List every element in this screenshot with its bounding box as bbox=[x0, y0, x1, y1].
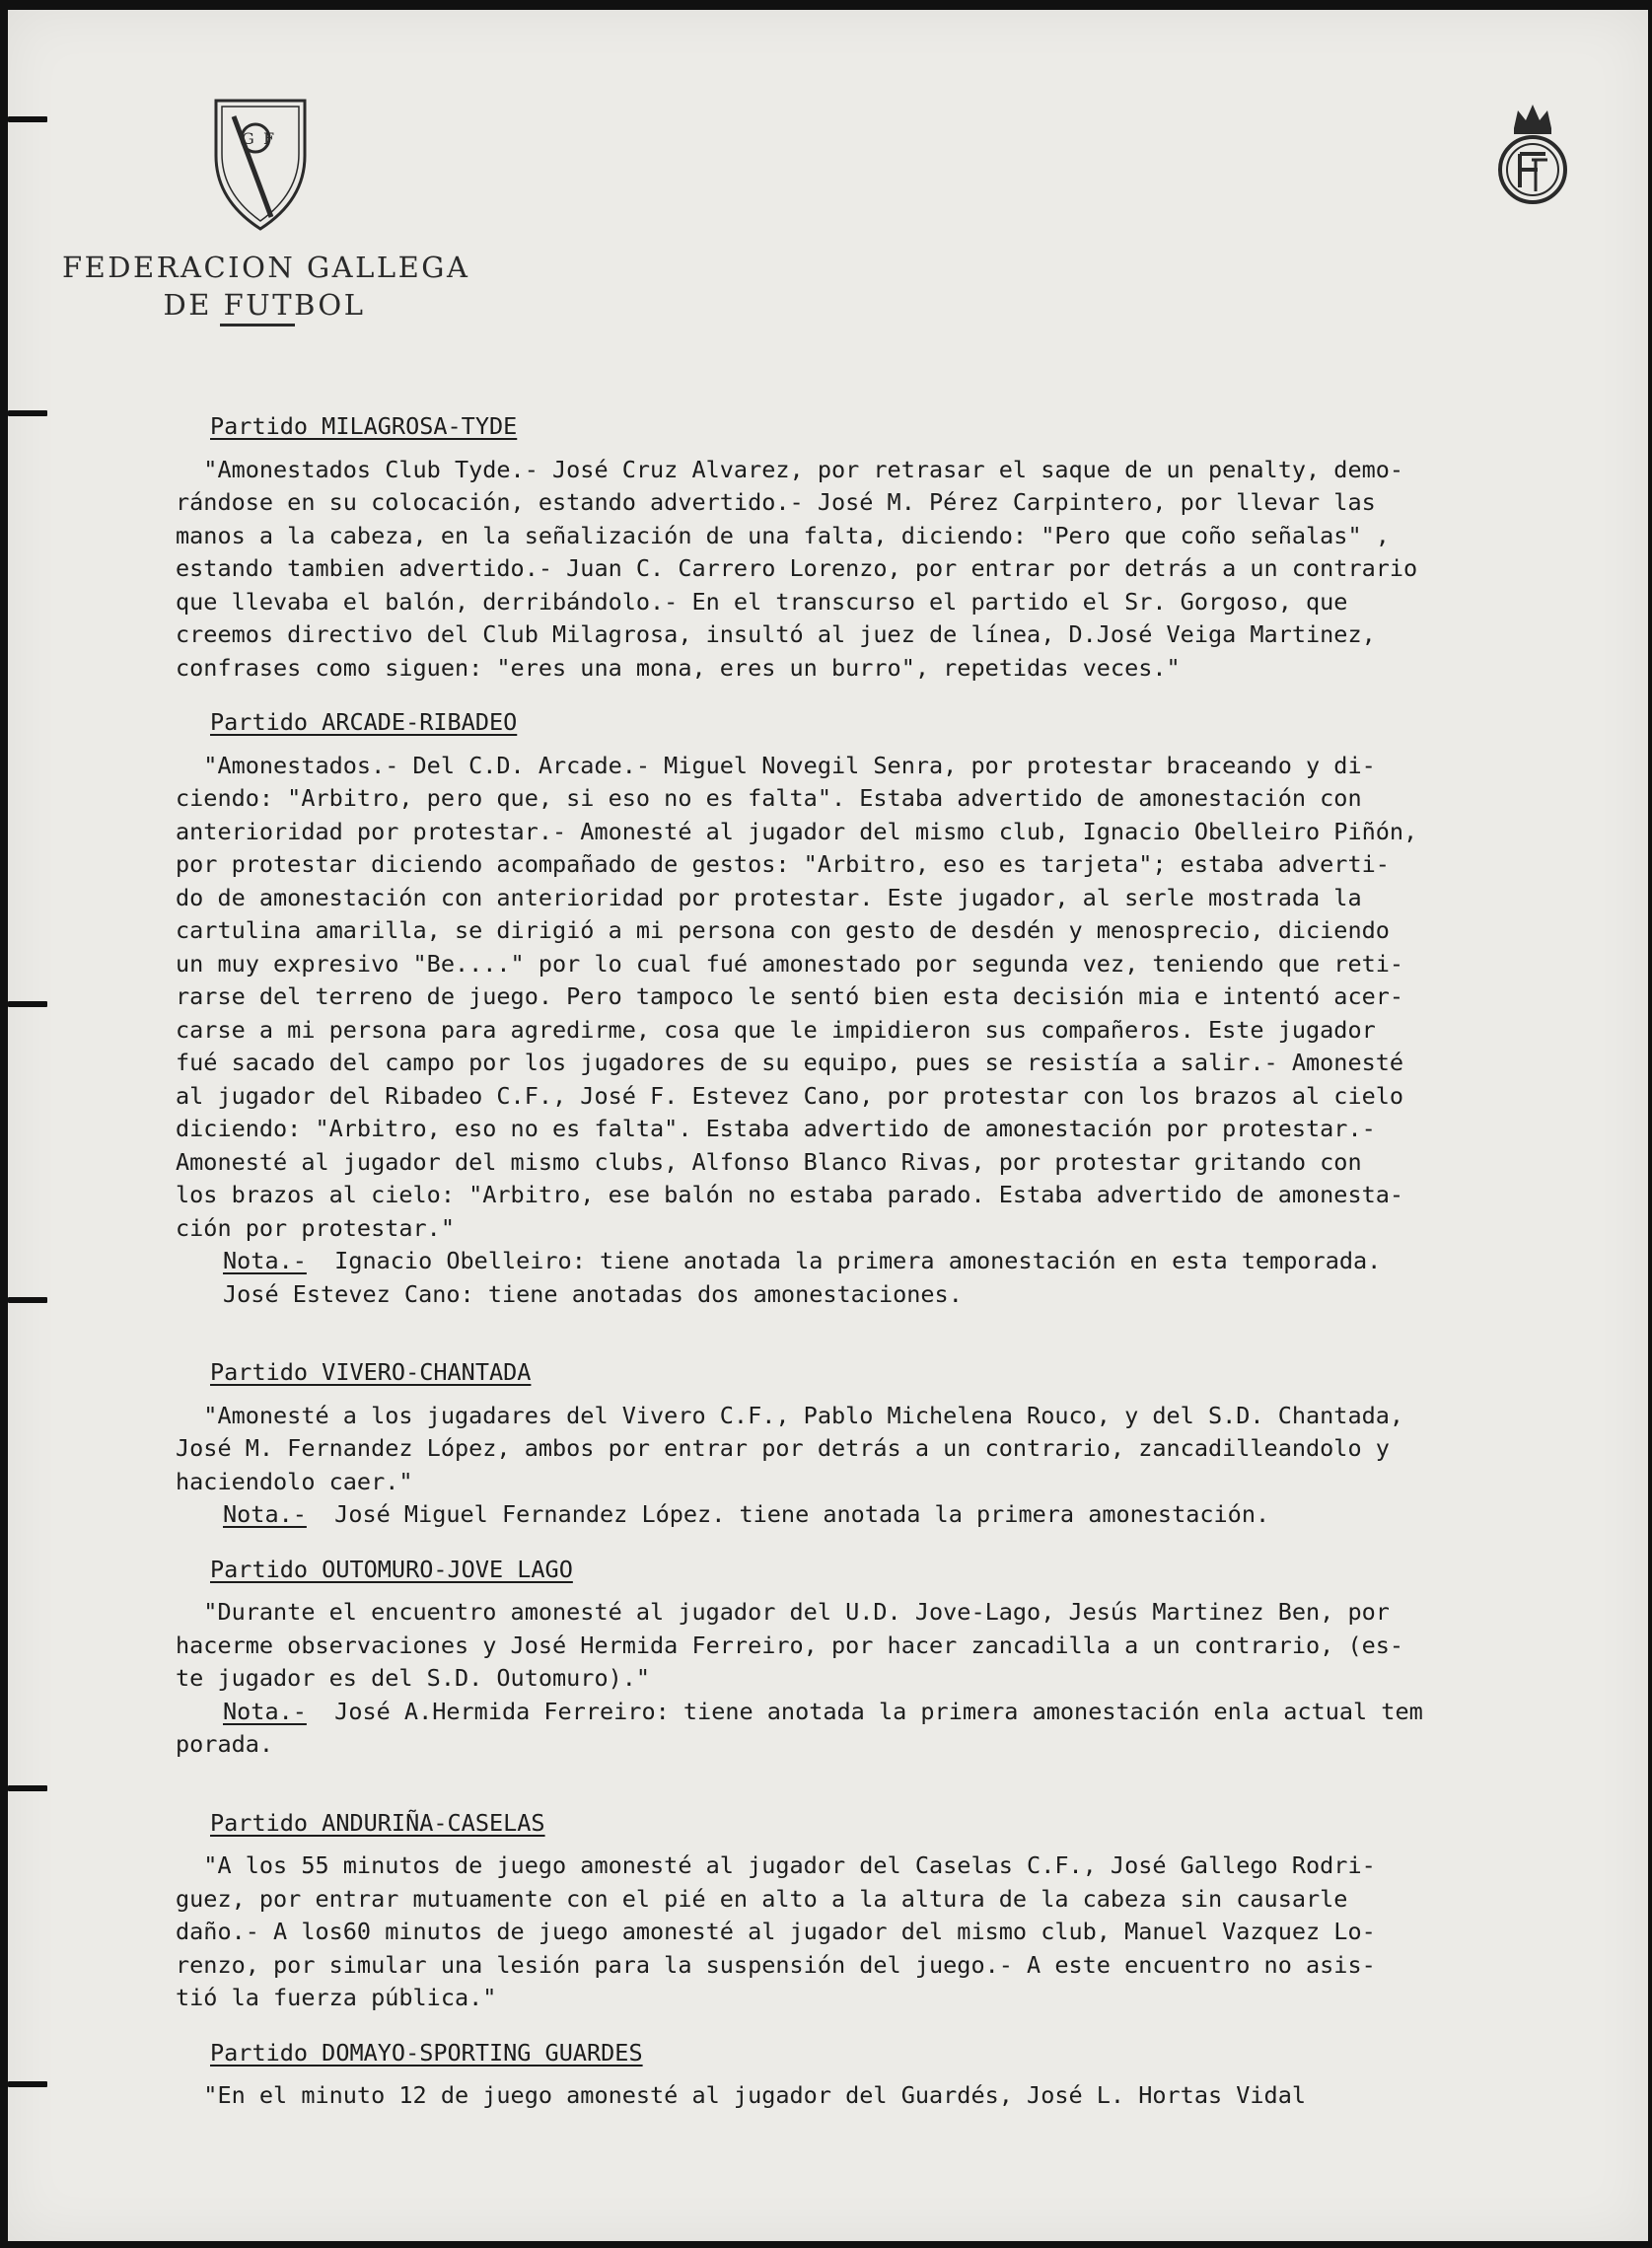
text-line: manos a la cabeza, en la señalización de una falta, diciendo: "Pero que coño señalas" , bbox=[176, 521, 1390, 549]
note-text: Ignacio Obelleiro: tiene anotada la primera amonestación en esta temporada. bbox=[306, 1247, 1382, 1274]
note-text: José Miguel Fernandez López. tiene anotada la primera amonestación. bbox=[306, 1500, 1270, 1528]
note-line bbox=[176, 1498, 1635, 1532]
binder-mark bbox=[8, 116, 47, 122]
match-heading: Partido OUTOMURO-JOVE LAGO bbox=[210, 1555, 573, 1583]
text-line: renzo, por simular una lesión para la suspensión del juego.- A este encuentro no asis- bbox=[176, 1950, 1376, 1979]
text-line: estando tambien advertido.- Juan C. Carrero Lorenzo, por entrar por detrás a un contrario bbox=[176, 554, 1418, 582]
text-line: "Durante el encuentro amonesté al jugador del U.D. Jove-Lago, Jesús Martinez Ben, por bbox=[176, 1598, 1390, 1626]
organization-name-line1: FEDERACION GALLEGA bbox=[62, 251, 470, 284]
match-section bbox=[176, 2029, 1635, 2113]
binder-mark bbox=[8, 1785, 47, 1791]
note-line bbox=[176, 1696, 1635, 1729]
match-heading: Partido ARCADE-RIBADEO bbox=[210, 708, 518, 736]
text-line: confrases como siguen: "eres una mona, eres un burro", repetidas veces." bbox=[176, 653, 1181, 682]
text-line: al jugador del Ribadeo C.F., José F. Estevez Cano, por protestar con los brazos al cielo bbox=[176, 1081, 1404, 1110]
svg-text:G: G bbox=[242, 129, 254, 148]
text-line: "Amonestados Club Tyde.- José Cruz Alvarez, por retrasar el saque de un penalty, demo- bbox=[176, 455, 1404, 483]
text-line: los brazos al cielo: "Arbitro, ese balón no estaba parado. Estaba advertido de amonesta- bbox=[176, 1181, 1404, 1208]
text-line: diciendo: "Arbitro, eso no es falta". Estaba advertido de amonestación por protestar.- bbox=[176, 1115, 1376, 1142]
match-section bbox=[176, 698, 1635, 1311]
document-page bbox=[8, 10, 1648, 2241]
document-body bbox=[176, 402, 1635, 2127]
note-label: Nota.- bbox=[223, 1247, 307, 1274]
match-heading: Partido VIVERO-CHANTADA bbox=[210, 1358, 532, 1386]
note-label: Nota.- bbox=[223, 1697, 307, 1725]
note-extra: porada. bbox=[176, 1730, 274, 1758]
match-section bbox=[176, 1799, 1635, 2015]
note-extra: José Estevez Cano: tiene anotadas dos amonestaciones. bbox=[223, 1279, 963, 1308]
note-line bbox=[176, 1245, 1635, 1278]
match-heading: Partido MILAGROSA-TYDE bbox=[210, 412, 518, 440]
binder-mark bbox=[8, 1001, 47, 1007]
royal-federation-crest-icon bbox=[1492, 99, 1573, 207]
text-line: cartulina amarilla, se dirigió a mi persona con gesto de desdén y menosprecio, diciendo bbox=[176, 916, 1390, 944]
text-line: "Amonesté a los jugadares del Vivero C.F., Pablo Michelena Rouco, y del S.D. Chantada, bbox=[176, 1401, 1404, 1429]
text-line: ciendo: "Arbitro, pero que, si eso no es falta". Estaba advertido de amonestación con bbox=[176, 784, 1362, 812]
text-line: un muy expresivo "Be...." por lo cual fué amonestado por segunda vez, teniendo que reti- bbox=[176, 949, 1404, 978]
note-label: Nota.- bbox=[223, 1500, 307, 1528]
organization-name-line2: DE FUTBOL bbox=[163, 288, 366, 322]
binder-mark bbox=[8, 410, 47, 416]
text-line: rarse del terreno de juego. Pero tampoco le sentó bien esta decisión mia e intentó acer- bbox=[176, 982, 1404, 1010]
text-line: Amonesté al jugador del mismo clubs, Alfonso Blanco Rivas, por protestar gritando con bbox=[176, 1147, 1362, 1176]
text-line: rándose en su colocación, estando advertido.- José M. Pérez Carpintero, por llevar las bbox=[176, 488, 1376, 516]
text-line: que llevaba el balón, derribándolo.- En el transcurso el partido el Sr. Gorgoso, que bbox=[176, 587, 1348, 616]
organization-name bbox=[62, 249, 470, 324]
text-line: tió la fuerza pública." bbox=[176, 1984, 497, 2011]
match-section bbox=[176, 1348, 1635, 1532]
text-line: por protestar diciendo acompañado de gestos: "Arbitro, eso es tarjeta"; estaba adverti- bbox=[176, 850, 1390, 878]
binder-mark bbox=[8, 2081, 47, 2087]
header-divider bbox=[220, 324, 295, 326]
text-line: "A los 55 minutos de juego amonesté al jugador del Caselas C.F., José Gallego Rodri- bbox=[176, 1851, 1376, 1879]
match-heading: Partido ANDURIÑA-CASELAS bbox=[210, 1808, 545, 1837]
binder-mark bbox=[8, 1297, 47, 1303]
match-section bbox=[176, 402, 1635, 685]
text-line: fué sacado del campo por los jugadores de su equipo, pues se resistía a salir.- Amonesté bbox=[176, 1049, 1404, 1076]
text-line: "En el minuto 12 de juego amonesté al jugador del Guardés, José L. Hortas Vidal bbox=[176, 2081, 1307, 2109]
match-section bbox=[176, 1546, 1635, 1762]
match-heading: Partido DOMAYO-SPORTING GUARDES bbox=[210, 2038, 643, 2067]
text-line: creemos directivo del Club Milagrosa, insultó al juez de línea, D.José Veiga Martinez, bbox=[176, 620, 1376, 648]
text-line: anterioridad por protestar.- Amonesté al jugador del mismo club, Ignacio Obelleiro Piñón, bbox=[176, 817, 1418, 845]
federation-crest-icon bbox=[212, 97, 309, 233]
text-line: haciendolo caer." bbox=[176, 1467, 413, 1495]
text-line: "Amonestados.- Del C.D. Arcade.- Miguel Novegil Senra, por protestar braceando y di- bbox=[176, 751, 1376, 779]
text-line: do de amonestación con anterioridad por protestar. Este jugador, al serle mostrada la bbox=[176, 883, 1362, 911]
text-line: hacerme observaciones y José Hermida Ferreiro, por hacer zancadilla a un contrario, (es- bbox=[176, 1631, 1404, 1659]
note-text: José A.Hermida Ferreiro: tiene anotada la primera amonestación enla actual tem bbox=[306, 1697, 1423, 1725]
text-line: carse a mi persona para agredirme, cosa que le impidieron sus compañeros. Este jugador bbox=[176, 1015, 1376, 1044]
text-line: José M. Fernandez López, ambos por entrar por detrás a un contrario, zancadilleandolo y bbox=[176, 1434, 1390, 1462]
text-line: daño.- A los60 minutos de juego amonesté al jugador del mismo club, Manuel Vazquez Lo- bbox=[176, 1918, 1376, 1945]
text-line: ción por protestar." bbox=[176, 1213, 455, 1242]
svg-text:F: F bbox=[263, 129, 275, 148]
text-line: te jugador es del S.D. Outomuro)." bbox=[176, 1664, 651, 1692]
text-line: guez, por entrar mutuamente con el pié en alto a la altura de la cabeza sin causarle bbox=[176, 1884, 1348, 1913]
